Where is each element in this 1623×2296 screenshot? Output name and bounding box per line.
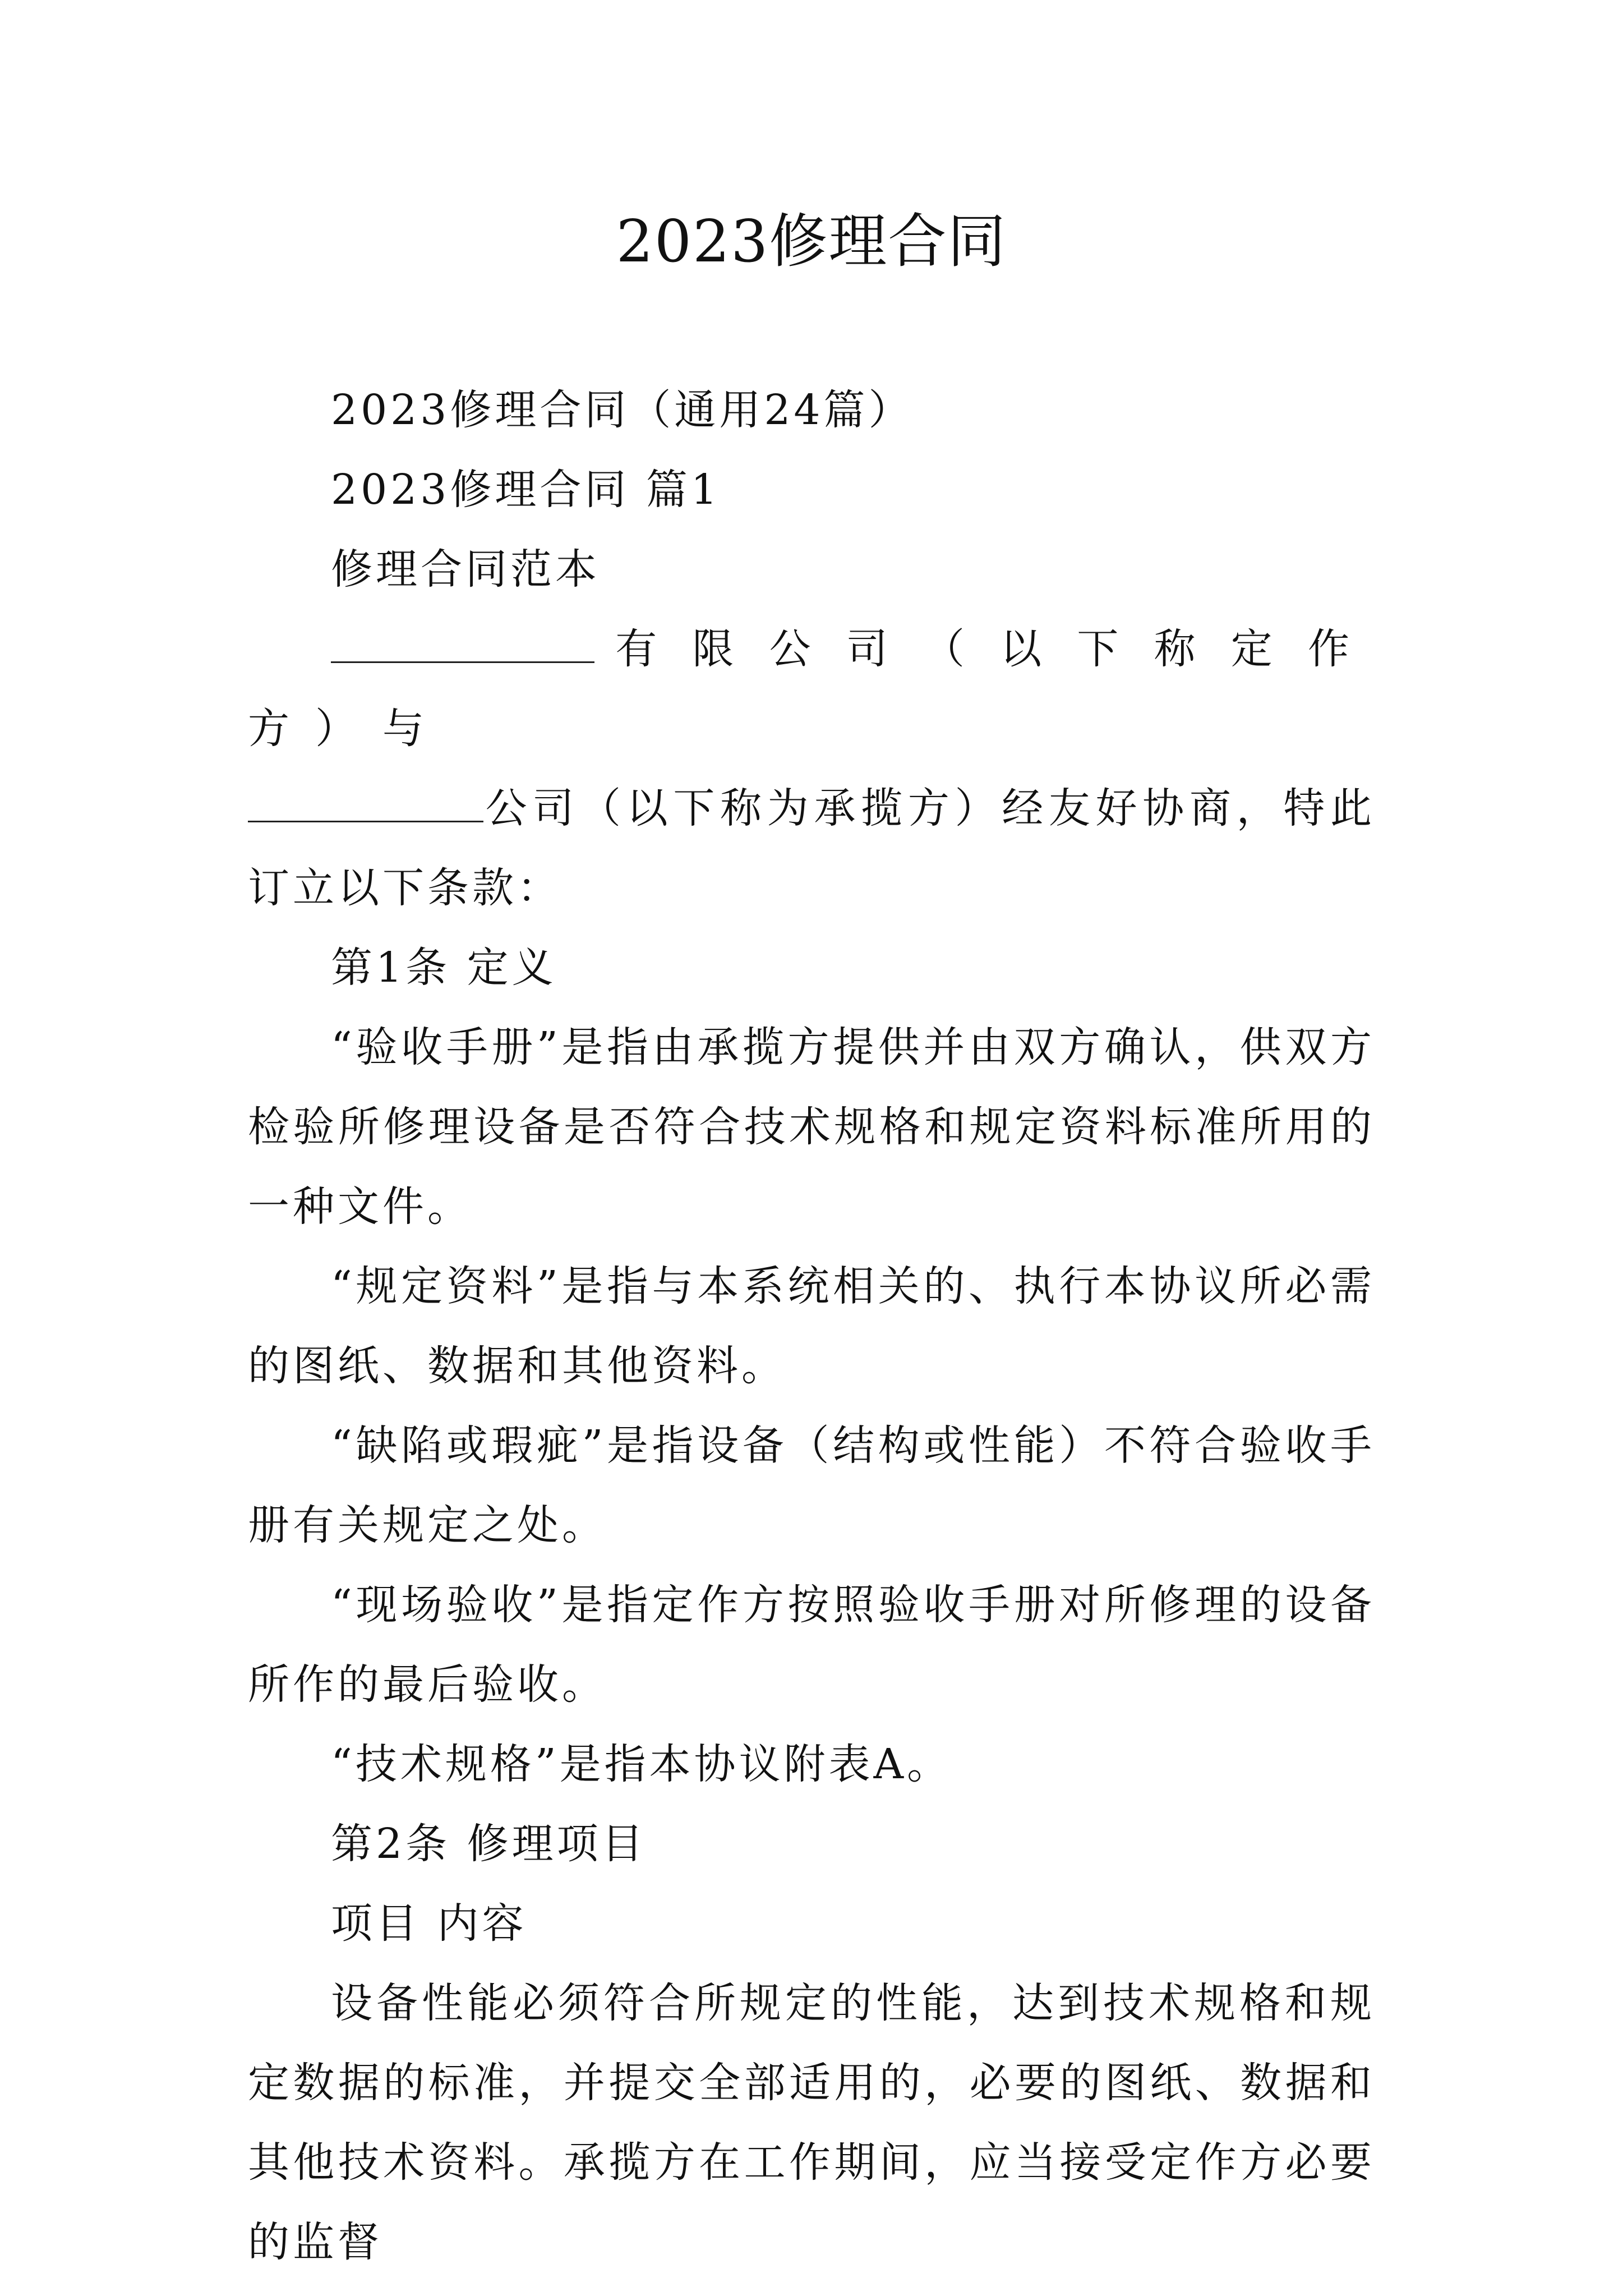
- intro-spaced-text: 有限公司（以下称定作方）与: [248, 625, 1375, 753]
- document-body: [248, 370, 1375, 2282]
- document-title: 2023修理合同: [616, 207, 1007, 275]
- definition-materials: “规定资料”是指与本系统相关的、执行本协议所必需的图纸、数据和其他资料。: [248, 1262, 1375, 1390]
- definition-site-acceptance: “现场验收”是指定作方按照验收手册对所修理的设备所作的最后验收。: [248, 1581, 1375, 1709]
- clause-2-title: 第2条 修理项目: [331, 1820, 647, 1868]
- clause-2-text: 设备性能必须符合所规定的性能，达到技术规格和规定数据的标准，并提交全部适用的，必要的图纸、数据和其他技术资料。承揽方在工作期间，应当接受定作方必要的监督: [248, 1979, 1375, 2266]
- party-b-blank: [248, 783, 483, 822]
- clause-1-title: 第1条 定义: [331, 944, 557, 992]
- definition-spec: “技术规格”是指本协议附表A。: [331, 1740, 952, 1788]
- intro-paragraph: [248, 609, 1375, 928]
- template-name: 修理合同范本: [331, 545, 600, 593]
- intro-rest-text: 公司（以下称为承揽方）经友好协商，特此订立以下条款：: [248, 784, 1375, 912]
- article-heading: 2023修理合同 篇1: [331, 466, 721, 514]
- definition-manual: “验收手册”是指由承揽方提供并由双方确认，供双方检验所修理设备是否符合技术规格和规定资料标准所用的一种文件。: [248, 1023, 1375, 1231]
- party-a-blank: [331, 624, 594, 663]
- definition-defect: “缺陷或瑕疵”是指设备（结构或性能）不符合验收手册有关规定之处。: [248, 1421, 1375, 1549]
- subtitle: 2023修理合同（通用24篇）: [331, 386, 914, 434]
- table-header: 项目 内容: [331, 1899, 527, 1948]
